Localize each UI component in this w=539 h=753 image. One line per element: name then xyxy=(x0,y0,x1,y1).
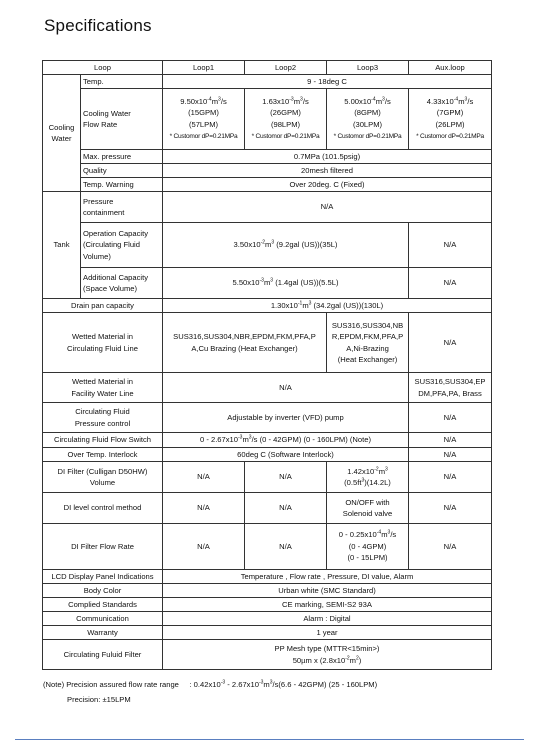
di-level-aux: N/A xyxy=(409,493,492,524)
table-row xyxy=(43,524,492,570)
wetted-circulating-loop3: SUS316,SUS304,NB R,EPDM,FKM,PFA,P A,Ni-Brazing (Heat Exchanger) xyxy=(327,313,409,373)
table-row xyxy=(43,433,492,448)
communication-value: Alarm : Digital xyxy=(163,612,492,626)
table-row xyxy=(43,313,492,373)
temp-label: Temp. xyxy=(81,75,163,89)
pressure-control-aux: N/A xyxy=(409,403,492,433)
flow-switch-value: $0 - 2.67x10^{-3}m^3/s$ (0 - 42GPM) (0 - 160LPM) (Note) xyxy=(163,433,409,448)
body-color-value: Urban white (SMC Standard) xyxy=(163,584,492,598)
table-row xyxy=(43,373,492,403)
table-row xyxy=(43,570,492,584)
table-row xyxy=(43,448,492,462)
specifications-table xyxy=(42,60,492,670)
flow-rate-aux: $4.33x10^{-4}m^3/s$ (7GPM) (26LPM) * Customor dP=0.21MPa xyxy=(409,89,492,150)
wetted-facility-loops: N/A xyxy=(163,373,409,403)
table-row xyxy=(43,462,492,493)
cooling-water-group-label: Cooling Water xyxy=(43,75,81,192)
tank-group-label: Tank xyxy=(43,192,81,299)
pressure-control-value: Adjustable by inverter (VFD) pump xyxy=(163,403,409,433)
precision-value: Precision: ±15LPM xyxy=(67,695,131,704)
operation-capacity-aux: N/A xyxy=(409,223,492,268)
di-flow-loop1: N/A xyxy=(163,524,245,570)
max-pressure-value: 0.7MPa (101.5psig) xyxy=(163,150,492,164)
over-temp-aux: N/A xyxy=(409,448,492,462)
over-temp-value: 60deg C (Software Interlock) xyxy=(163,448,409,462)
header-loop1: Loop1 xyxy=(163,61,245,75)
precision-note: (Note) Precision assured flow rate range : $0.42x10^{-3} - 2.67x10^{-3}m^3/s(6.6 - 42GPM)$ (25 - 160LPM) xyxy=(43,679,378,689)
lcd-label: LCD Display Panel Indications xyxy=(43,570,163,584)
table-row xyxy=(43,584,492,598)
quality-value: 20mesh filtered xyxy=(163,164,492,178)
di-flow-label: DI Filter Flow Rate xyxy=(43,524,163,570)
flow-rate-loop3: $5.00x10^{-4}m^3/s$ (8GPM) (30LPM) * Customor dP=0.21MPa xyxy=(327,89,409,150)
footer-divider xyxy=(15,739,524,740)
wetted-circulating-aux: N/A xyxy=(409,313,492,373)
body-color-label: Body Color xyxy=(43,584,163,598)
flow-rate-label: Cooling Water Flow Rate xyxy=(81,89,163,150)
lcd-value: Temperature , Flow rate , Pressure, DI value, Alarm xyxy=(163,570,492,584)
communication-label: Communication xyxy=(43,612,163,626)
temp-warning-value: Over 20deg. C (Fixed) xyxy=(163,178,492,192)
header-loop2: Loop2 xyxy=(245,61,327,75)
di-filter-loop1: N/A xyxy=(163,462,245,493)
additional-capacity-aux: N/A xyxy=(409,268,492,299)
over-temp-label: Over Temp. Interlock xyxy=(43,448,163,462)
table-header-row xyxy=(43,61,492,75)
fluid-filter-label: Circulating Fuluid Filter xyxy=(43,640,163,670)
flow-rate-loop1: $9.50x10^{-4}m^3/s$ (15GPM) (57LPM) * Customor dP=0.21MPa xyxy=(163,89,245,150)
max-pressure-label: Max. pressure xyxy=(81,150,163,164)
header-loop3: Loop3 xyxy=(327,61,409,75)
table-row xyxy=(43,150,492,164)
flow-rate-loop2: $1.63x10^{-3}m^3/s$ (26GPM) (98LPM) * Customor dP=0.21MPa xyxy=(245,89,327,150)
standards-label: Complied Standards xyxy=(43,598,163,612)
temp-value: 9 - 18deg C xyxy=(163,75,492,89)
table-row xyxy=(43,299,492,313)
table-row xyxy=(43,493,492,524)
warranty-label: Warranty xyxy=(43,626,163,640)
page-title: Specifications xyxy=(44,16,152,35)
flow-switch-label: Circulating Fluid Flow Switch xyxy=(43,433,163,448)
table-row xyxy=(43,403,492,433)
flow-switch-aux: N/A xyxy=(409,433,492,448)
pressure-containment-value: N/A xyxy=(163,192,492,223)
table-row xyxy=(43,223,492,268)
operation-capacity-value: $3.50x10^{-2}m^3$ (9.2gal (US))(35L) xyxy=(163,223,409,268)
table-row xyxy=(43,89,492,150)
table-row xyxy=(43,192,492,223)
fluid-filter-value: PP Mesh type (MTTR<15min>) 50µm x $(2.8x10^{-2}m^2)$ xyxy=(163,640,492,670)
drain-pan-label: Drain pan capacity xyxy=(43,299,163,313)
di-filter-loop3: $1.42x10^{-2}m^3$ $(0.5ft^3)(14.2L)$ xyxy=(327,462,409,493)
additional-capacity-value: $5.50x10^{-3}m^3$ (1.4gal (US))(5.5L) xyxy=(163,268,409,299)
di-filter-label: DI Filter (Culligan D50HW) Volume xyxy=(43,462,163,493)
wetted-circulating-label: Wetted Material in Circulating Fluid Line xyxy=(43,313,163,373)
di-flow-aux: N/A xyxy=(409,524,492,570)
table-row xyxy=(43,75,492,89)
table-row xyxy=(43,164,492,178)
di-level-loop2: N/A xyxy=(245,493,327,524)
di-flow-loop2: N/A xyxy=(245,524,327,570)
pressure-control-label: Circulating Fluid Pressure control xyxy=(43,403,163,433)
additional-capacity-label: Additional Capacity (Space Volume) xyxy=(81,268,163,299)
drain-pan-value: $1.30x10^{-1}m^3$ (34.2gal (US))(130L) xyxy=(163,299,492,313)
header-loop: Loop xyxy=(43,61,163,75)
pressure-containment-label: Pressure containment xyxy=(81,192,163,223)
wetted-facility-label: Wetted Material in Facility Water Line xyxy=(43,373,163,403)
header-aux-loop: Aux.loop xyxy=(409,61,492,75)
warranty-value: 1 year xyxy=(163,626,492,640)
table-row xyxy=(43,268,492,299)
wetted-facility-aux: SUS316,SUS304,EP DM,PFA,PA, Brass xyxy=(409,373,492,403)
standards-value: CE marking, SEMI-S2 93A xyxy=(163,598,492,612)
table-row xyxy=(43,178,492,192)
operation-capacity-label: Operation Capacity (Circulating Fluid Volume) xyxy=(81,223,163,268)
di-level-loop1: N/A xyxy=(163,493,245,524)
quality-label: Quality xyxy=(81,164,163,178)
table-row xyxy=(43,640,492,670)
table-row xyxy=(43,626,492,640)
di-level-loop3: ON/OFF with Solenoid valve xyxy=(327,493,409,524)
di-level-label: DI level control method xyxy=(43,493,163,524)
di-flow-loop3: $0 - 0.25x10^{-4}m^3/s$ (0 - 4GPM) (0 - 15LPM) xyxy=(327,524,409,570)
di-filter-loop2: N/A xyxy=(245,462,327,493)
table-row xyxy=(43,598,492,612)
table-row xyxy=(43,612,492,626)
di-filter-aux: N/A xyxy=(409,462,492,493)
wetted-circulating-loops12: SUS316,SUS304,NBR,EPDM,FKM,PFA,P A,Cu Brazing (Heat Exchanger) xyxy=(163,313,327,373)
temp-warning-label: Temp. Warning xyxy=(81,178,163,192)
